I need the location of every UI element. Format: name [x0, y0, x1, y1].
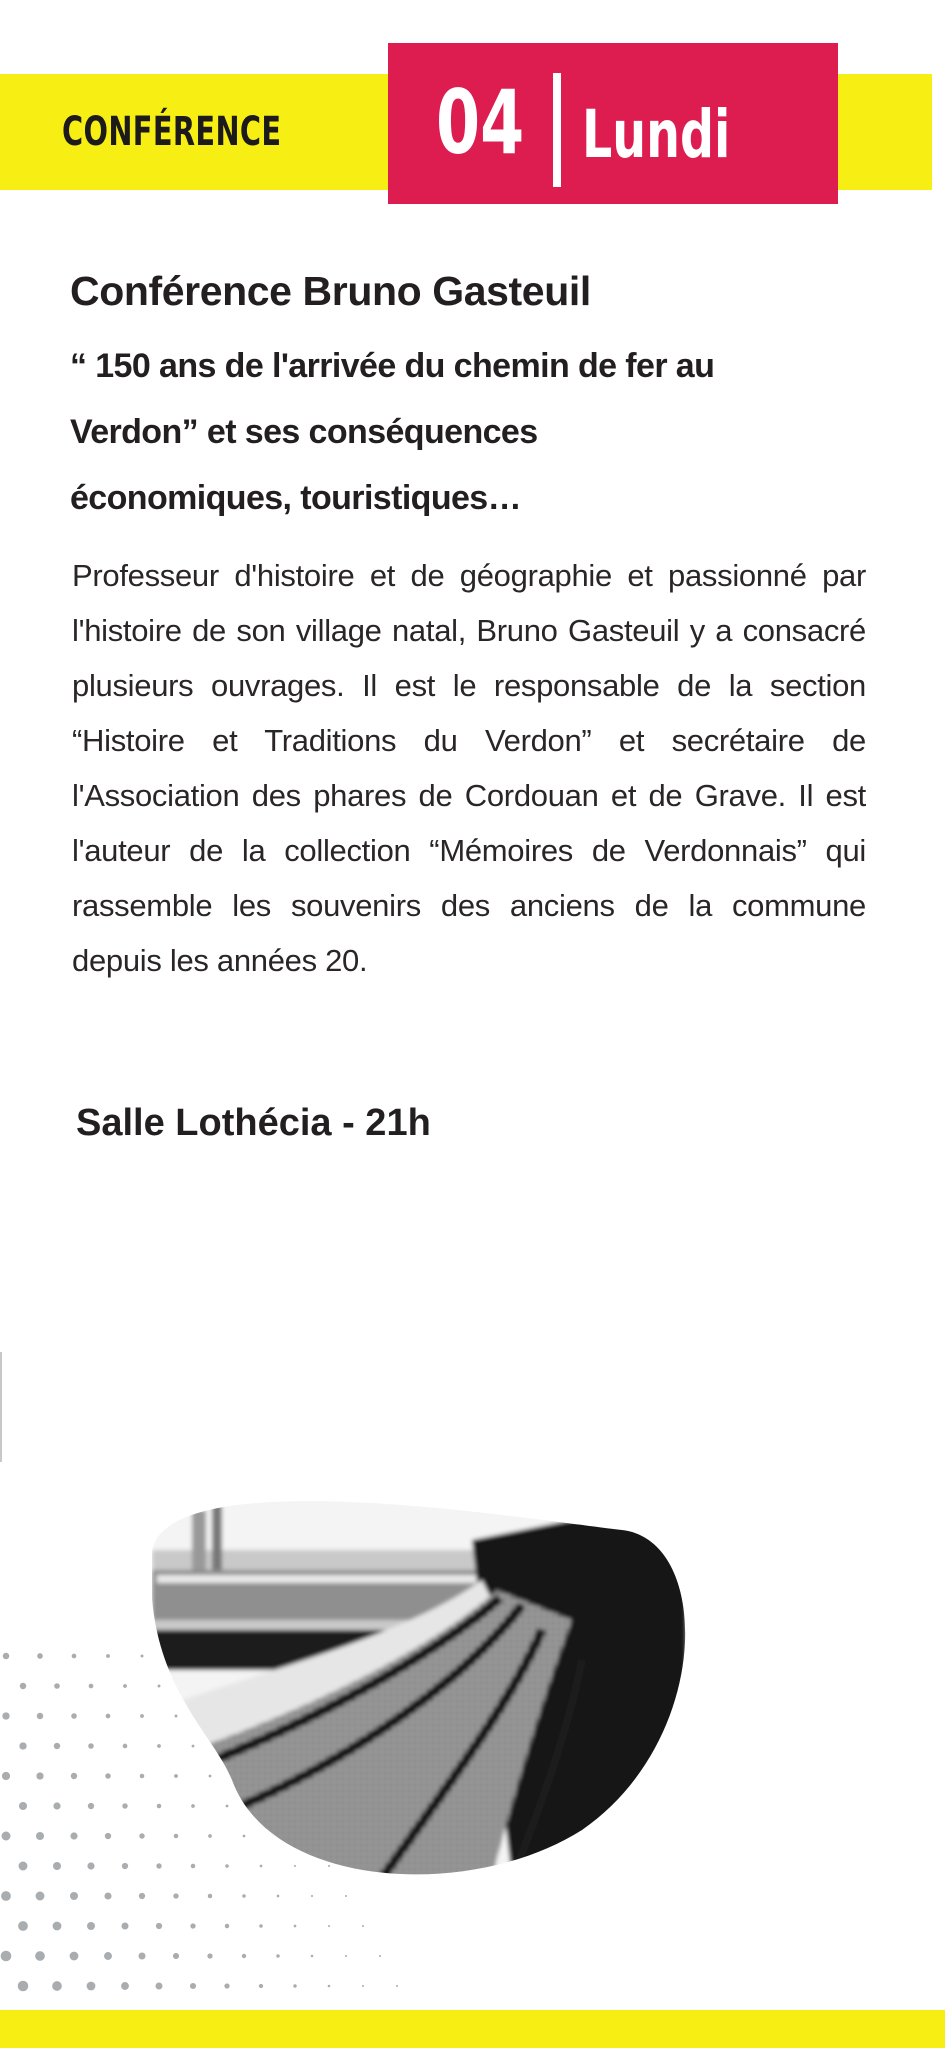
halftone-dot	[396, 1985, 398, 1987]
event-description: Professeur d'histoire et de géographie et passionné par l'histoire de son village natal, Bruno Gasteuil y a consacré plusieurs ouvrages. Il est le responsable de la section “Histoire et Traditions du Verdon” et secrétaire de l'Association des phares de Cordouan et de Grave. Il est l'auteur de la collection “Mémoires de Verdonnais” qui rassemble les souvenirs des anciens de la commune depuis les années 20.	[72, 558, 866, 978]
halftone-dot	[140, 1714, 144, 1718]
halftone-dot	[208, 1894, 212, 1898]
halftone-dot	[190, 1983, 196, 1989]
halftone-dot	[35, 1951, 45, 1961]
halftone-dot	[104, 1892, 111, 1899]
halftone-dot	[54, 1683, 60, 1689]
date-divider	[553, 73, 561, 187]
halftone-dot	[106, 1714, 111, 1719]
halftone-dot	[362, 1985, 364, 1987]
halftone-dot	[105, 1833, 111, 1839]
halftone-dot	[71, 1713, 77, 1719]
halftone-dot	[123, 1684, 127, 1688]
category-label: CONFÉRENCE	[62, 109, 282, 155]
halftone-dot	[3, 1653, 10, 1660]
halftone-dot	[190, 1923, 195, 1928]
halftone-dot	[72, 1654, 77, 1659]
halftone-dot	[2, 1712, 9, 1719]
halftone-dot	[311, 1895, 313, 1897]
halftone-dot	[1, 1951, 12, 1962]
halftone-dot	[106, 1654, 110, 1658]
halftone-dot	[53, 1862, 61, 1870]
halftone-dot	[19, 1802, 27, 1810]
event-title: Conférence Bruno Gasteuil	[70, 268, 591, 314]
halftone-dot	[345, 1895, 347, 1897]
halftone-dot	[19, 1862, 28, 1871]
halftone-dot	[155, 1982, 162, 1989]
halftone-dot	[225, 1924, 229, 1928]
halftone-dot	[18, 1921, 28, 1931]
halftone-dot	[328, 1985, 331, 1988]
halftone-dot	[36, 1892, 45, 1901]
halftone-dot	[37, 1653, 43, 1659]
footer-yellow-band	[0, 2010, 945, 2048]
halftone-dot	[89, 1684, 94, 1689]
halftone-dot	[259, 1924, 263, 1928]
halftone-dot	[70, 1892, 78, 1900]
halftone-dot	[105, 1773, 110, 1778]
halftone-dot	[242, 1954, 246, 1958]
halftone-dot	[2, 1772, 10, 1780]
halftone-dot	[141, 1655, 144, 1658]
halftone-dot	[88, 1743, 94, 1749]
halftone-dot	[259, 1984, 263, 1988]
railway-photo-icon	[152, 1480, 686, 1878]
halftone-dot	[87, 1862, 94, 1869]
halftone-dot	[121, 1982, 129, 1990]
halftone-dot	[36, 1832, 44, 1840]
halftone-dot	[52, 1981, 62, 1991]
halftone-dot	[379, 1955, 381, 1957]
halftone-dot	[138, 1952, 145, 1959]
halftone-dot	[53, 1922, 62, 1931]
halftone-dot	[37, 1713, 43, 1719]
halftone-dot	[54, 1743, 60, 1749]
halftone-dot	[328, 1925, 330, 1927]
halftone-dot	[20, 1683, 26, 1689]
halftone-dot	[139, 1893, 145, 1899]
halftone-dot	[362, 1925, 364, 1927]
halftone-dot	[224, 1983, 229, 1988]
halftone-dot	[121, 1922, 128, 1929]
halftone-dot	[87, 1982, 96, 1991]
halftone-dot	[70, 1832, 77, 1839]
halftone-dot	[293, 1984, 296, 1987]
halftone-dot	[173, 1953, 179, 1959]
halftone-dot	[2, 1832, 11, 1841]
halftone-dot	[71, 1773, 77, 1779]
halftone-dot	[277, 1895, 280, 1898]
halftone-dot	[122, 1863, 128, 1869]
day-number: 04	[436, 71, 525, 174]
halftone-dot	[88, 1803, 94, 1809]
event-venue: Salle Lothécia - 21h	[76, 1102, 431, 1144]
halftone-dot	[173, 1893, 178, 1898]
halftone-dot	[36, 1772, 43, 1779]
date-box	[388, 43, 838, 204]
day-name: Lundi	[582, 96, 731, 173]
halftone-dot	[276, 1954, 279, 1957]
halftone-dot	[19, 1742, 26, 1749]
halftone-dot	[18, 1981, 29, 1992]
halftone-dot	[207, 1953, 212, 1958]
halftone-dot	[139, 1833, 144, 1838]
halftone-dot	[70, 1952, 79, 1961]
halftone-dot	[294, 1925, 297, 1928]
halftone-dot	[140, 1774, 145, 1779]
halftone-dot	[242, 1894, 246, 1898]
halftone-dot	[123, 1744, 128, 1749]
halftone-dot	[87, 1922, 95, 1930]
halftone-dot	[156, 1923, 162, 1929]
halftone-dot	[104, 1952, 112, 1960]
halftone-dot	[1, 1891, 11, 1901]
scan-edge-artifact	[0, 1352, 6, 1462]
halftone-dot	[345, 1955, 347, 1957]
event-subtitle: “ 150 ans de l'arrivée du chemin de fer au Verdon” et ses conséquences économiques, touristiques…	[70, 347, 715, 517]
halftone-dot	[311, 1955, 314, 1958]
halftone-dot	[122, 1803, 127, 1808]
halftone-dot	[53, 1802, 60, 1809]
